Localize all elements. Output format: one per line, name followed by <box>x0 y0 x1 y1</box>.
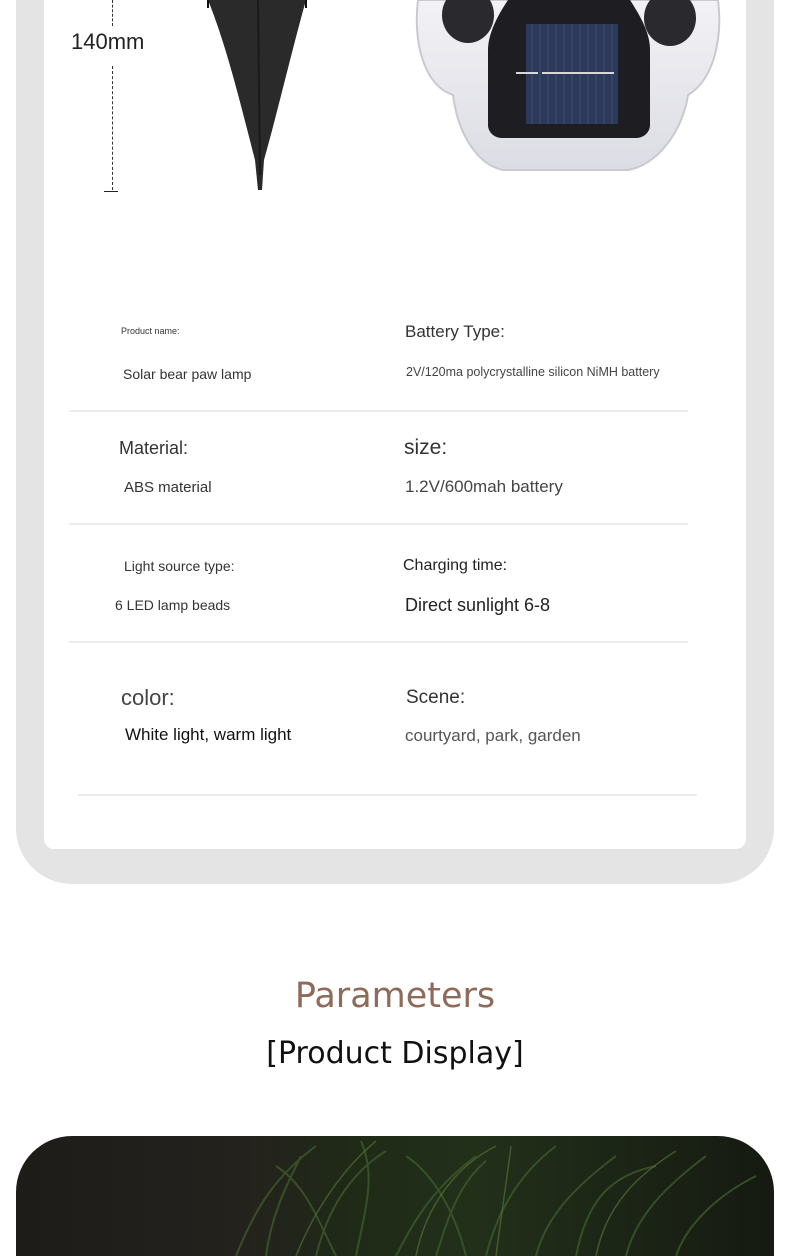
section-subtitle: [Product Display] <box>266 1036 524 1071</box>
spec-label-size: size: <box>404 436 448 459</box>
spec-label-charging-time: Charging time: <box>403 557 508 574</box>
dimension-label: 140mm <box>71 29 145 54</box>
spec-label-scene: Scene: <box>406 687 466 708</box>
spec-value-battery-type: 2V/120ma polycrystalline silicon NiMH battery <box>406 365 660 379</box>
section-title: Parameters <box>294 976 496 1016</box>
stake-image <box>200 0 320 195</box>
spec-value-product-name: Solar bear paw lamp <box>123 366 252 382</box>
spec-label-light-source: Light source type: <box>124 558 235 574</box>
spec-value-light-source: 6 LED lamp beads <box>115 597 231 613</box>
row-divider <box>69 410 688 412</box>
product-display-photo <box>16 1136 774 1256</box>
spec-value-size: 1.2V/600mah battery <box>405 477 563 496</box>
spec-label-battery-type: Battery Type: <box>405 322 505 341</box>
paw-lamp-image <box>408 0 728 175</box>
dimension-line-top <box>112 0 113 26</box>
spec-label-product-name: Product name: <box>121 326 180 336</box>
spec-value-scene: courtyard, park, garden <box>405 726 581 745</box>
spec-label-color: color: <box>121 685 175 710</box>
spec-value-material: ABS material <box>124 479 212 496</box>
row-divider <box>69 641 688 643</box>
dimension-line-bottom <box>112 66 113 190</box>
spec-value-charging-time: Direct sunlight 6-8 <box>405 595 551 615</box>
dimension-tick <box>104 191 118 192</box>
row-divider <box>69 523 688 525</box>
spec-value-color: White light, warm light <box>125 725 292 744</box>
row-divider <box>78 794 697 796</box>
grass-image <box>16 1136 774 1256</box>
spec-label-material: Material: <box>119 438 189 458</box>
